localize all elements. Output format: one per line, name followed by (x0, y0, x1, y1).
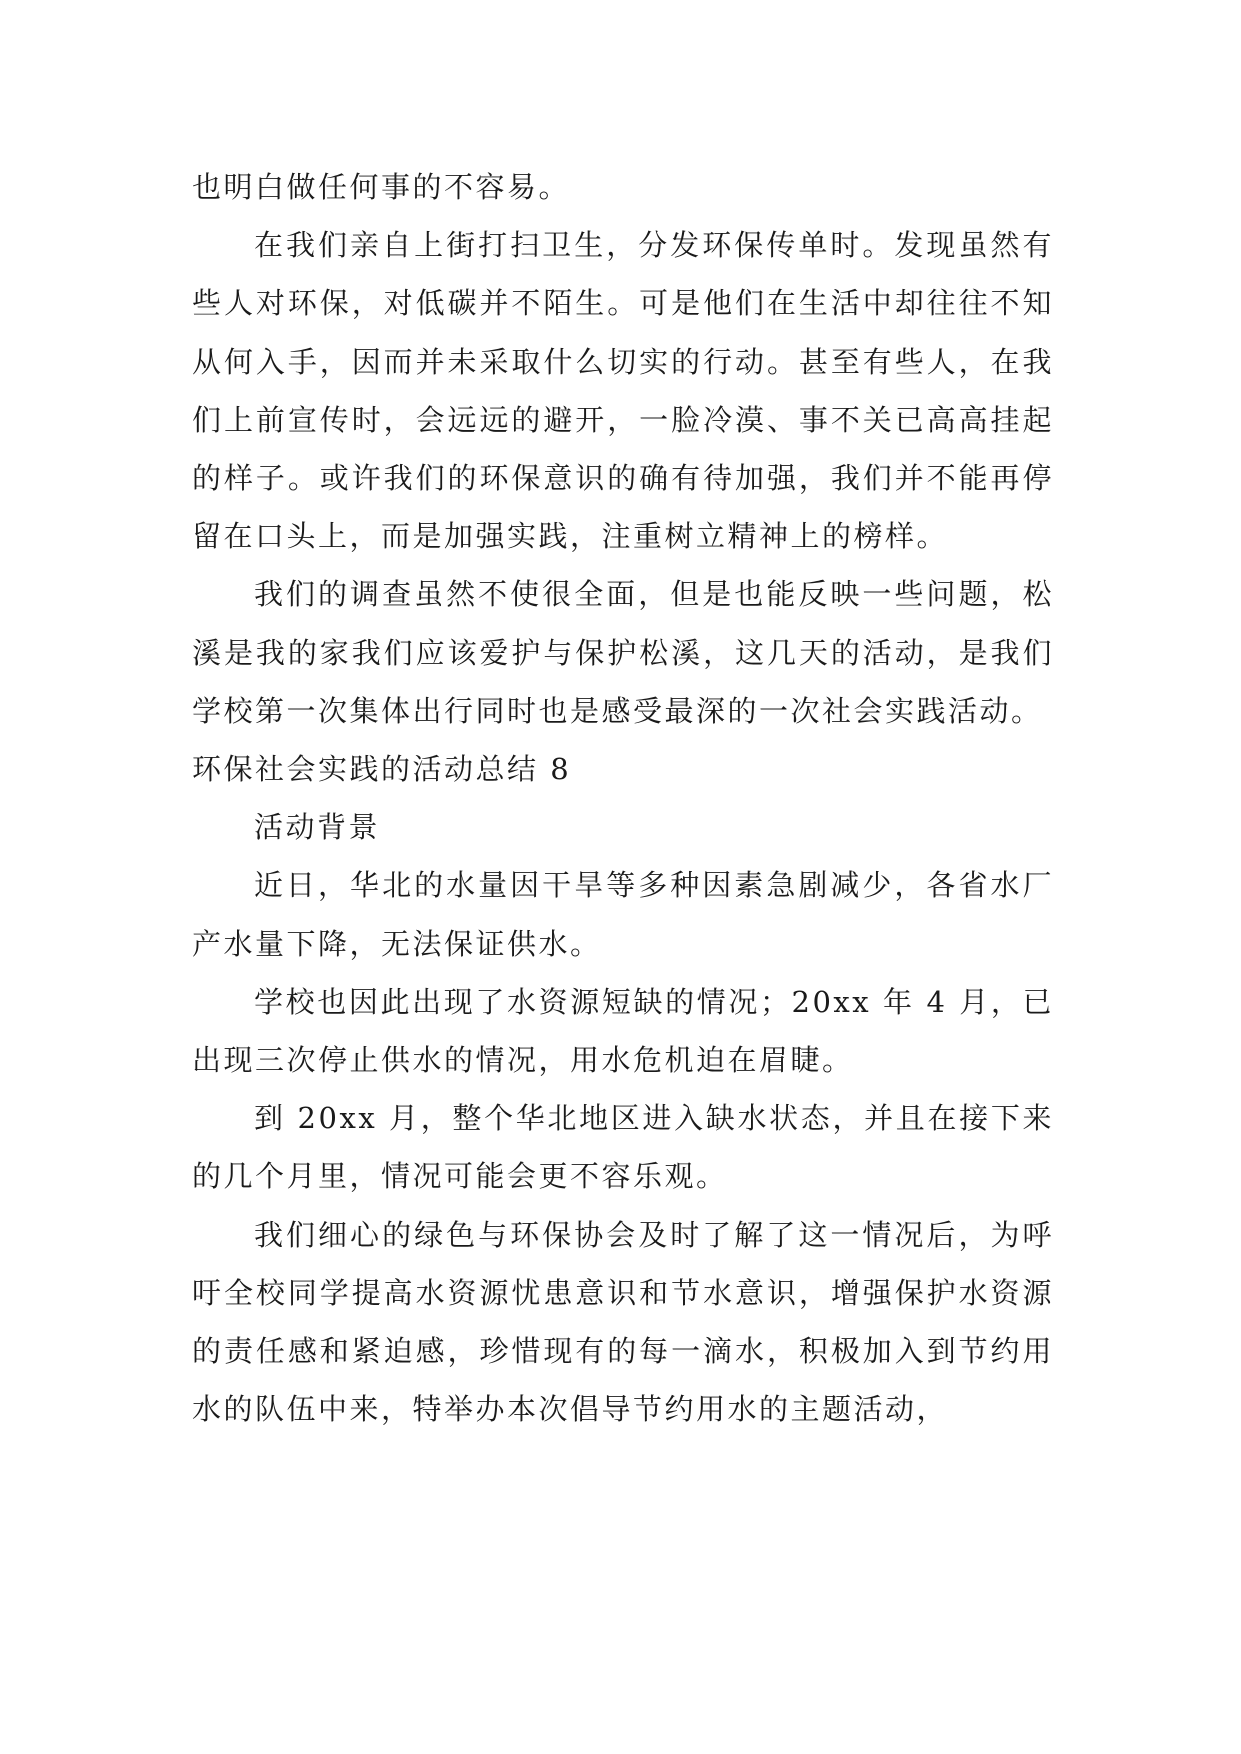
paragraph-street-campaign: 在我们亲自上街打扫卫生，分发环保传单时。发现虽然有些人对环保，对低碳并不陌生。可是他们在生活中却往往不知从何入手，因而并未采取什么切实的行动。甚至有些人，在我们上前宣传时，会远远的避开，一脸冷漠、事不关已高高挂起的样子。或许我们的环保意识的确有待加强，我们并不能再停留在口头上，而是加强实践，注重树立精神上的榜样。 (192, 228, 1054, 554)
paragraph-regional-shortage: 到 20xx 月，整个华北地区进入缺水状态，并且在接下来的几个月里，情况可能会更不容乐观。 (192, 1101, 1054, 1194)
section-heading: 环保社会实践的活动总结 8 (192, 752, 572, 787)
paragraph-survey-reflection: 我们的调查虽然不使很全面，但是也能反映一些问题，松溪是我的家我们应该爱护与保护松溪，这几天的活动，是我们学校第一次集体出行同时也是感受最深的一次社会实践活动。 (192, 577, 1054, 728)
subheading-background: 活动背景 (254, 810, 381, 845)
paragraph-continuation: 也明白做任何事的不容易。 (192, 170, 571, 204)
paragraph-campaign-intro: 我们细心的绿色与环保协会及时了解了这一情况后，为呼吁全校同学提高水资源忧患意识和节水意识，增强保护水资源的责任感和紧迫感，珍惜现有的每一滴水，积极加入到节约用水的队伍中来，特举办本次倡导节约用水的主题活动， (192, 1217, 1054, 1427)
paragraph-drought: 近日，华北的水量因干旱等多种因素急剧减少，各省水厂产水量下降，无法保证供水。 (192, 868, 1054, 961)
document-body (192, 158, 1054, 1438)
paragraph-school-shortage: 学校也因此出现了水资源短缺的情况；20xx 年 4 月，已出现三次停止供水的情况，用水危机迫在眉睫。 (192, 984, 1054, 1078)
